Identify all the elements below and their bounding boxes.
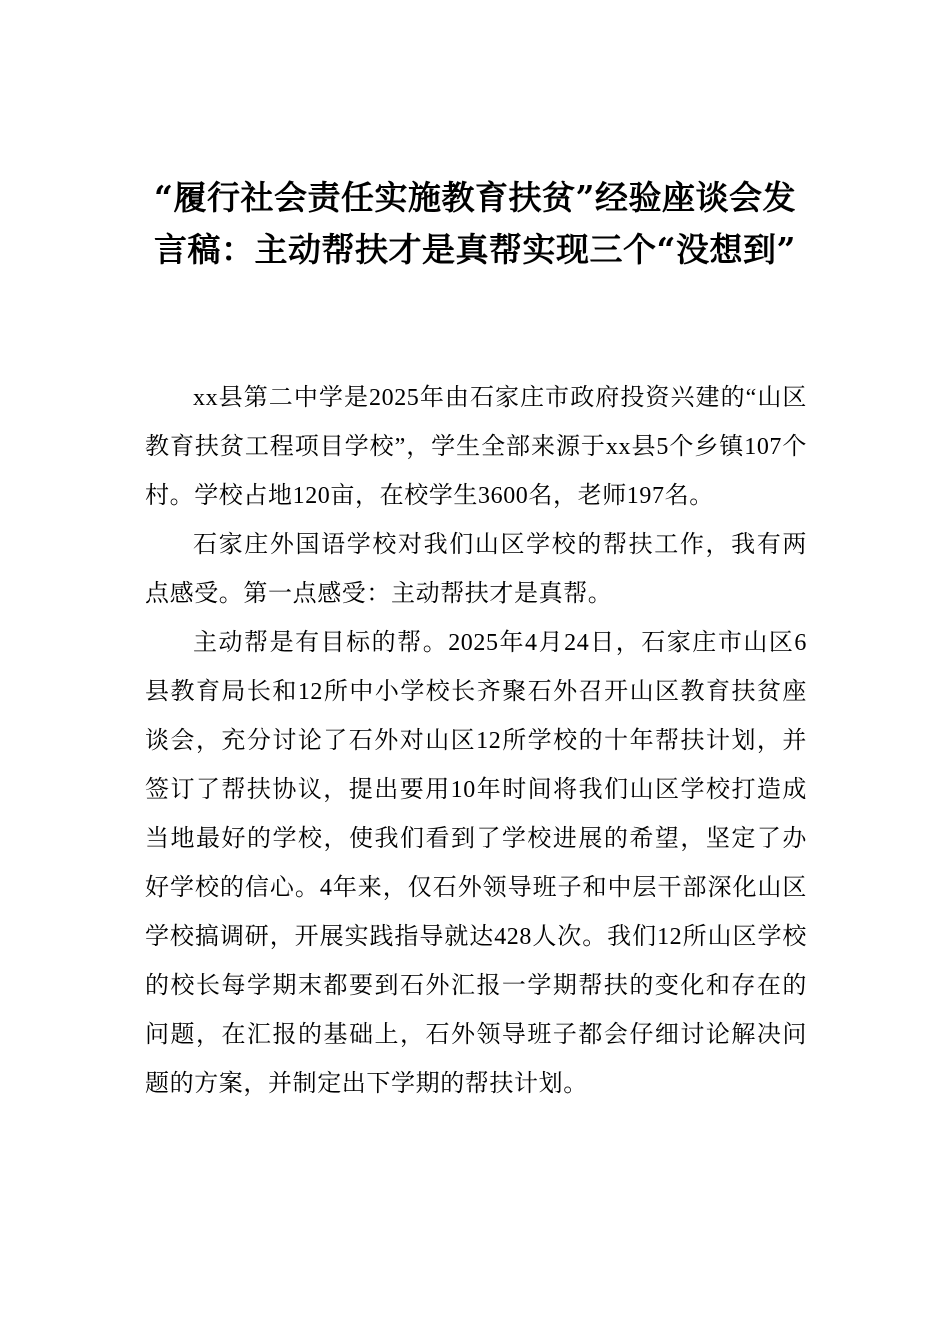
document-title: “履行社会责任实施教育扶贫”经验座谈会发言稿：主动帮扶才是真帮实现三个“没想到” [154,178,796,269]
paragraph-2: 石家庄外国语学校对我们山区学校的帮扶工作，我有两点感受。第一点感受：主动帮扶才是真帮。 [145,532,807,607]
paragraph-1: xx县第二中学是2025年由石家庄市政府投资兴建的“山区教育扶贫工程项目学校”，学生全部来源于xx县5个乡镇107个村。学校占地120亩，在校学生3600名，老师197名。 [145,385,807,509]
paragraph-3: 主动帮是有目标的帮。2025年4月24日，石家庄市山区6县教育局长和12所中小学校长齐聚石外召开山区教育扶贫座谈会，充分讨论了石外对山区12所学校的十年帮扶计划，并签订了帮扶协议，提出要用10年时间将我们山区学校打造成当地最好的学校，使我们看到了学校进展的希望，坚定了办好学校的信心。4年来，仅石外领导班子和中层干部深化山区学校搞调研，开展实践指导就达428人次。我们12所山区学校的校长每学期末都要到石外汇报一学期帮扶的变化和存在的问题，在汇报的基础上，石外领导班子都会仔细讨论解决问题的方案，并制定出下学期的帮扶计划。 [145,630,807,1097]
document-body [145,374,807,1109]
